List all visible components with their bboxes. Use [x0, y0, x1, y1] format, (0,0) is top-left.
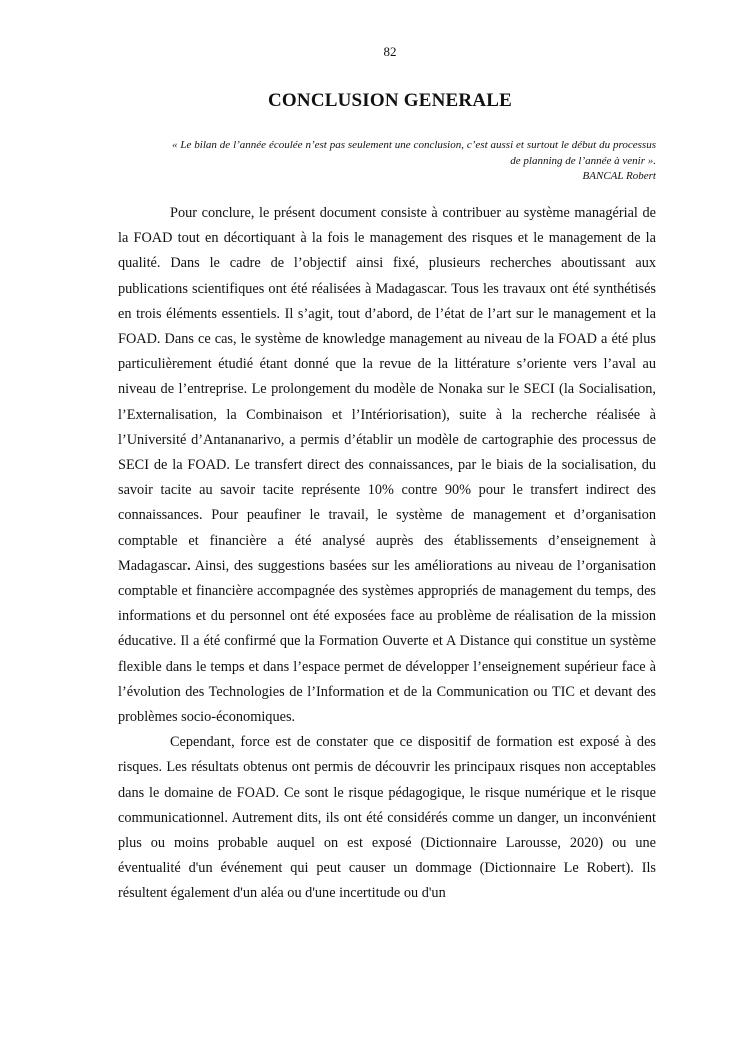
page-number: 82	[383, 44, 397, 59]
page-title: CONCLUSION GENERALE	[268, 90, 512, 111]
paragraph-2: Cependant, force est de constater que ce dispositif de formation est exposé à des risques. Les résultats obtenus ont permis de découvrir les principaux risques non acceptables dans le domaine de FOAD. Ce sont le risque pédagogique, le risque numérique et le risque communicationnel. Autrement dits, ils ont été considérés comme un danger, un inconvénient plus ou moins probable auquel on est exposé (Dictionnaire Larousse, 2020) ou une éventualité d'un événement qui peut causer un dommage (Dictionnaire Le Robert). Ils résultent également d'un aléa ou d'une incertitude ou d'un	[118, 734, 656, 902]
body-text	[118, 201, 656, 907]
paragraph-1	[118, 201, 656, 730]
epigraph	[172, 138, 656, 185]
epigraph-quote: « Le bilan de l’année écoulée n’est pas seulement une conclusion, c’est aussi et surtout le début du processus de planning de l’année à venir ».	[172, 139, 656, 167]
paragraph-1-part-1: Pour conclure, le présent document consiste à contribuer au système managérial de la FOAD tout en décortiquant à la fois le management des risques et le management de la qualité. Dans le cadre de l’objectif ainsi fixé, plusieurs recherches aboutissant aux publications scientifiques ont été réalisées à Madagascar. Tous les travaux ont été synthétisés en trois éléments essentiels. Il s’agit, tout d’abord, de l’état de l’art sur le management et la FOAD. Dans ce cas, le système de knowledge management au niveau de la FOAD a été plus particulièrement étudié étant donné que la revue de la littérature s’oriente vers l’aval au niveau de l’entreprise. Le prolongement du modèle de Nonaka sur le SECI (la Socialisation, l’Externalisation, la Combinaison et l’Intériorisation), suite à la recherche réalisée à l’Université d’Antananarivo, a permis d’établir un modèle de cartographie des processus de SECI de la FOAD. Le transfert direct des connaissances, par le biais de la socialisation, du savoir tacite au savoir tacite représente 10% contre 90% pour le transfert indirect des connaissances. Pour peaufiner le travail, le système de management et d’organisation comptable et financière a été analysé auprès des établissements d’enseignement à Madagascar	[118, 205, 656, 574]
paragraph-1-part-2: Ainsi, des suggestions basées sur les améliorations au niveau de l’organisation comptable et financière accompagnée des systèmes appropriés de management du temps, des informations et du personnel ont été exposées face au problème de réalisation de la mission éducative. Il a été confirmé que la Formation Ouverte et A Distance qui constitue un système flexible dans le temps et dans l’espace permet de développer l’enseignement supérieur face à l’évolution des Technologies de l’Information et de la Communication ou TIC et devant des problèmes socio-économiques.	[118, 557, 656, 726]
epigraph-author: BANCAL Robert	[582, 170, 656, 182]
paragraph-1-bold-period: .	[187, 557, 191, 574]
